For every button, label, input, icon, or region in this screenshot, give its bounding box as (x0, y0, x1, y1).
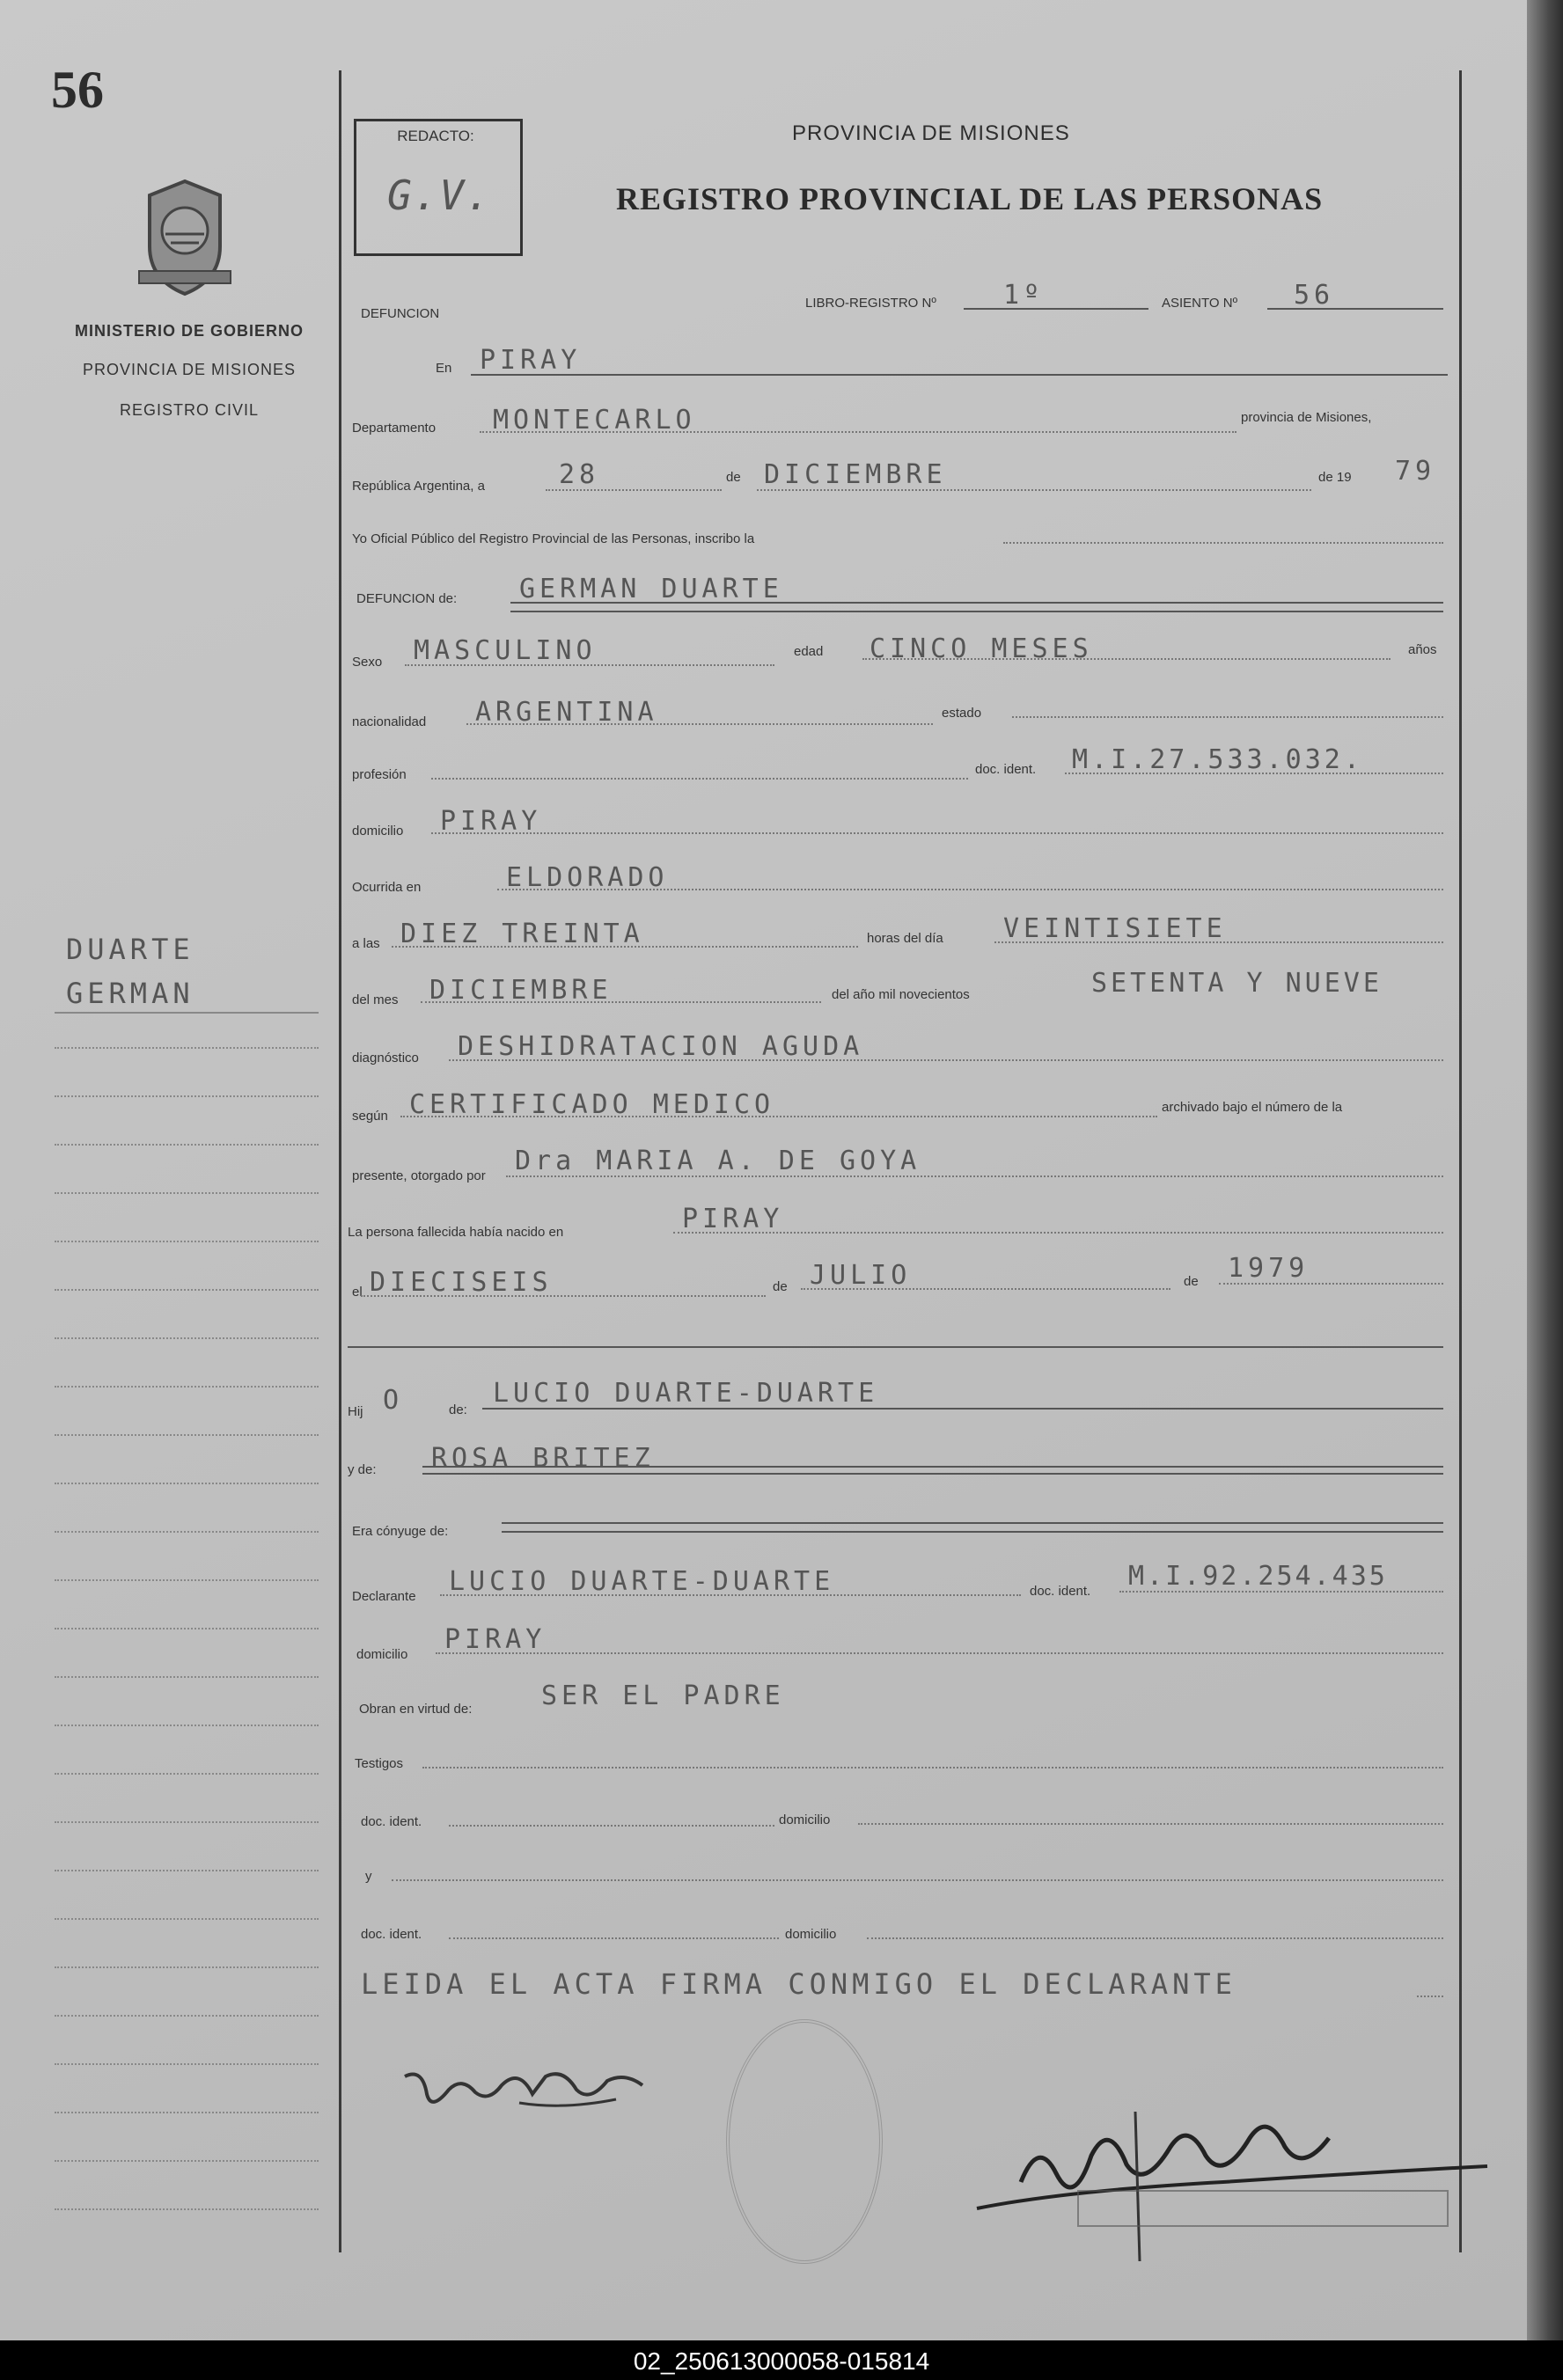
horas-label: horas del día (867, 931, 943, 946)
redacto-value: G.V. (387, 172, 492, 219)
doc-ident-value: M.I.27.533.032. (1072, 744, 1363, 775)
hij-de-label: de: (449, 1402, 467, 1417)
y-de-label: y de: (348, 1462, 377, 1477)
profesion-label: profesión (352, 767, 407, 782)
edad-value: CINCO MESES (870, 633, 1093, 664)
ocurrida-value: ELDORADO (506, 862, 669, 893)
sexo-value: MASCULINO (414, 635, 597, 666)
binding-gutter (1527, 0, 1563, 2340)
nacionalidad-value: ARGENTINA (475, 697, 658, 728)
declarante-dom-label: domicilio (356, 1647, 408, 1662)
presente-value: Dra MARIA A. DE GOYA (515, 1146, 921, 1176)
de3-label: de (1184, 1274, 1199, 1289)
ministry-line2: PROVINCIA DE MISIONES (82, 361, 297, 378)
oficial-text: Yo Oficial Público del Registro Provincial de las Personas, inscribo la (352, 531, 755, 546)
defuncion-de-label: DEFUNCION de: (356, 591, 458, 606)
dia-value: 28 (559, 459, 600, 490)
del-anio-value: SETENTA Y NUEVE (1091, 968, 1383, 999)
anio-value: 79 (1395, 456, 1436, 487)
del-anio-label: del año mil novecientos (832, 987, 970, 1002)
nacido-value: PIRAY (682, 1204, 784, 1234)
el-value: DIECISEIS (370, 1267, 553, 1298)
segun-label: según (352, 1109, 388, 1124)
declarante-doc-value: M.I.92.254.435 (1128, 1561, 1388, 1592)
testigo2-dom-label: domicilio (785, 1927, 837, 1942)
asiento-label: ASIENTO Nº (1162, 296, 1238, 311)
en-label: En (436, 361, 452, 376)
del-mes-label: del mes (352, 992, 399, 1007)
de3-value: 1979 (1228, 1253, 1310, 1284)
conyuge-label: Era cónyuge de: (352, 1524, 449, 1539)
domicilio-label: domicilio (352, 824, 404, 838)
ocurrida-label: Ocurrida en (352, 880, 422, 895)
province-heading: PROVINCIA DE MISIONES (792, 121, 1070, 145)
margin-note-surname: DUARTE (66, 933, 194, 966)
diagnostico-value: DESHIDRATACION AGUDA (458, 1031, 864, 1062)
nacido-label: La persona fallecida había nacido en (348, 1225, 564, 1240)
asiento-value: 56 (1294, 280, 1335, 311)
y-label: y (365, 1869, 372, 1884)
y-de-value: ROSA BRITEZ (431, 1443, 655, 1474)
coat-of-arms-icon (132, 176, 238, 299)
nacionalidad-label: nacionalidad (352, 714, 427, 729)
registry-title: REGISTRO PROVINCIAL DE LAS PERSONAS (616, 181, 1324, 216)
segun-value: CERTIFICADO MEDICO (409, 1089, 775, 1120)
archivado-label: archivado bajo el número de la (1162, 1100, 1343, 1115)
defuncion-de-value: GERMAN DUARTE (519, 574, 783, 604)
departamento-value: MONTECARLO (493, 405, 696, 436)
domicilio-value: PIRAY (440, 806, 542, 837)
testigo1-doc-label: doc. ident. (361, 1814, 422, 1829)
del-mes-value: DICIEMBRE (429, 975, 613, 1006)
declarante-value: LUCIO DUARTE-DUARTE (449, 1566, 835, 1597)
declarant-signature-icon (387, 2041, 669, 2129)
horas-value: VEINTISIETE (1003, 913, 1227, 944)
doc-ident-label: doc. ident. (975, 762, 1037, 777)
provincia-label: provincia de Misiones, (1241, 410, 1372, 425)
image-footer (0, 2340, 1563, 2380)
de2-value: JULIO (810, 1260, 912, 1291)
redacto-label: REDACTO: (397, 128, 474, 144)
declarante-label: Declarante (352, 1589, 416, 1604)
declarante-dom-value: PIRAY (444, 1624, 547, 1655)
ministry-line3: REGISTRO CIVIL (119, 401, 260, 419)
a-las-label: a las (352, 936, 380, 951)
a-las-value: DIEZ TREINTA (400, 919, 644, 949)
republica-label: República Argentina, a (352, 479, 485, 494)
de2-label: de (773, 1279, 788, 1294)
testigos-label: Testigos (355, 1756, 404, 1771)
margin-note-name: GERMAN (66, 977, 194, 1010)
edad-label: edad (794, 644, 824, 659)
testigo1-dom-label: domicilio (779, 1812, 831, 1827)
closing-statement: LEIDA EL ACTA FIRMA CONMIGO EL DECLARANTE (361, 1967, 1236, 2001)
libro-label: LIBRO-REGISTRO Nº (805, 296, 936, 311)
de-label: de (726, 470, 741, 485)
obran-label: Obran en virtud de: (359, 1702, 473, 1717)
ministry-line1: MINISTERIO DE GOBIERNO (74, 322, 305, 340)
libro-value: 1º (1003, 280, 1045, 311)
diagnostico-label: diagnóstico (352, 1051, 419, 1066)
testigo2-doc-label: doc. ident. (361, 1927, 422, 1942)
el-label: el (352, 1285, 363, 1300)
anos-label: años (1408, 642, 1437, 657)
mes-value: DICIEMBRE (764, 459, 947, 490)
obran-value: SER EL PADRE (541, 1681, 785, 1711)
official-signature-icon (959, 2085, 1505, 2270)
hij-de-value: LUCIO DUARTE-DUARTE (493, 1378, 879, 1409)
estado-label: estado (942, 706, 982, 721)
departamento-label: Departamento (352, 421, 437, 436)
page-number: 56 (51, 61, 104, 119)
official-seal (726, 2019, 883, 2264)
image-id-caption: 02_250613000058-015814 (633, 2347, 930, 2375)
declarante-doc-label: doc. ident. (1030, 1584, 1091, 1599)
presente-label: presente, otorgado por (352, 1168, 486, 1183)
act-type-label: DEFUNCION (361, 306, 440, 321)
anio-label: de 19 (1318, 470, 1352, 485)
hij-label: Hij (348, 1404, 363, 1419)
sexo-label: Sexo (352, 655, 383, 670)
hij-suffix: O (383, 1385, 404, 1416)
en-value: PIRAY (480, 345, 582, 376)
